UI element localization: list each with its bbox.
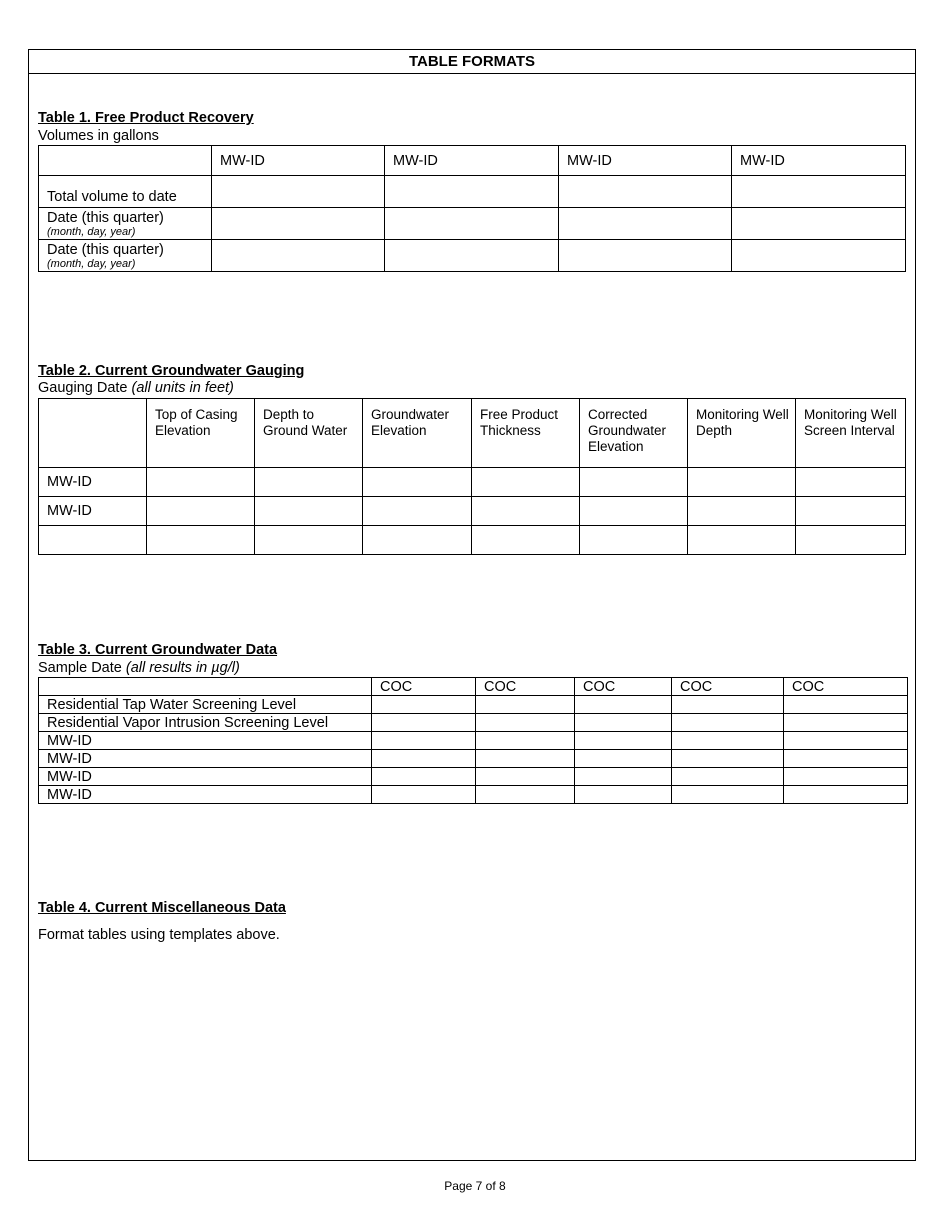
table-header-cell: MW-ID — [385, 146, 559, 176]
table-header-cell: Monitoring Well Depth — [688, 399, 796, 468]
table-header-cell: Free Product Thickness — [472, 399, 580, 468]
row-label: MW-ID — [39, 497, 147, 526]
table-header-cell: Monitoring Well Screen Interval — [796, 399, 906, 468]
table-cell[interactable] — [255, 497, 363, 526]
table-header-cell — [39, 678, 372, 696]
table-cell[interactable] — [212, 240, 385, 272]
table-row — [39, 732, 908, 750]
table-cell[interactable] — [476, 696, 575, 714]
table-cell[interactable] — [796, 468, 906, 497]
table-header-cell: MW-ID — [732, 146, 906, 176]
table-row — [39, 208, 906, 240]
table2-title: Table 2. Current Groundwater Gauging — [38, 363, 305, 379]
table-cell[interactable] — [472, 497, 580, 526]
table-cell[interactable] — [688, 468, 796, 497]
table-header-cell: COC — [372, 678, 476, 696]
table-cell[interactable] — [784, 768, 908, 786]
table-cell[interactable] — [688, 526, 796, 555]
row-note: (month, day, year) — [47, 225, 136, 238]
row-label: MW-ID — [39, 768, 372, 786]
table-cell[interactable] — [385, 240, 559, 272]
row-label: Total volume to date — [39, 176, 212, 208]
row-label: Residential Tap Water Screening Level — [39, 696, 372, 714]
table-cell[interactable] — [476, 714, 575, 732]
table-cell[interactable] — [575, 768, 672, 786]
row-label: MW-ID — [39, 732, 372, 750]
table-header-cell: Corrected Groundwater Elevation — [580, 399, 688, 468]
table-cell[interactable] — [363, 468, 472, 497]
row-label — [39, 526, 147, 555]
row-label: MW-ID — [39, 750, 372, 768]
table-cell[interactable] — [784, 714, 908, 732]
table-cell[interactable] — [796, 497, 906, 526]
table-cell[interactable] — [372, 786, 476, 804]
table-header-cell: COC — [575, 678, 672, 696]
table3-title: Table 3. Current Groundwater Data — [38, 642, 278, 658]
table1-title: Table 1. Free Product Recovery — [38, 110, 254, 126]
table-row — [39, 786, 908, 804]
table-cell[interactable] — [672, 750, 784, 768]
page-title: TABLE FORMATS — [29, 50, 915, 74]
table-cell[interactable] — [147, 468, 255, 497]
table-row — [39, 768, 908, 786]
table-cell[interactable] — [575, 786, 672, 804]
table-cell[interactable] — [476, 732, 575, 750]
row-label: Residential Vapor Intrusion Screening Level — [39, 714, 372, 732]
table-cell[interactable] — [476, 768, 575, 786]
table-header-cell — [39, 146, 212, 176]
table-header-cell: COC — [784, 678, 908, 696]
table3-groundwater-data — [38, 677, 908, 804]
table-cell[interactable] — [575, 696, 672, 714]
table-cell[interactable] — [372, 732, 476, 750]
table1-free-product-recovery — [38, 145, 906, 272]
table-cell[interactable] — [784, 732, 908, 750]
table-row — [39, 497, 906, 526]
table-cell[interactable] — [796, 526, 906, 555]
table-cell[interactable] — [385, 208, 559, 240]
table-cell[interactable] — [575, 750, 672, 768]
table-header-cell: COC — [672, 678, 784, 696]
table2-groundwater-gauging — [38, 398, 906, 555]
table-header-row — [39, 146, 906, 176]
table-row — [39, 696, 908, 714]
table-cell[interactable] — [147, 497, 255, 526]
table-cell[interactable] — [672, 714, 784, 732]
table-cell[interactable] — [732, 208, 906, 240]
table-cell[interactable] — [472, 526, 580, 555]
table-row — [39, 714, 908, 732]
table-cell[interactable] — [672, 732, 784, 750]
table-cell[interactable] — [255, 468, 363, 497]
table-row — [39, 526, 906, 555]
table4-body-text: Format tables using templates above. — [38, 927, 280, 943]
table-header-cell: Depth to Ground Water — [255, 399, 363, 468]
table-header-cell — [39, 399, 147, 468]
table-cell[interactable] — [784, 786, 908, 804]
table-cell[interactable] — [784, 696, 908, 714]
table-cell[interactable] — [212, 176, 385, 208]
table-cell[interactable] — [147, 526, 255, 555]
table-cell[interactable] — [688, 497, 796, 526]
table-cell[interactable] — [372, 768, 476, 786]
table-cell[interactable] — [672, 696, 784, 714]
table-cell[interactable] — [559, 176, 732, 208]
table3-subtitle: Sample Date (all results in µg/l) — [38, 660, 240, 676]
table-row — [39, 468, 906, 497]
table-cell[interactable] — [784, 750, 908, 768]
table-cell[interactable] — [580, 468, 688, 497]
table-cell[interactable] — [363, 497, 472, 526]
table-row — [39, 750, 908, 768]
table-cell[interactable] — [212, 208, 385, 240]
table-header-row — [39, 399, 906, 468]
table-cell[interactable] — [732, 240, 906, 272]
table-cell[interactable] — [580, 526, 688, 555]
table-cell[interactable] — [672, 768, 784, 786]
table-row — [39, 176, 906, 208]
table-cell[interactable] — [476, 786, 575, 804]
row-note: (month, day, year) — [47, 257, 136, 270]
table-cell[interactable] — [372, 696, 476, 714]
table-header-cell: Groundwater Elevation — [363, 399, 472, 468]
table-header-row — [39, 678, 908, 696]
table4-title: Table 4. Current Miscellaneous Data — [38, 900, 286, 916]
row-label: Date (this quarter) (month, day, year) — [39, 208, 212, 240]
table-cell[interactable] — [575, 732, 672, 750]
table-cell[interactable] — [732, 176, 906, 208]
table-cell[interactable] — [575, 714, 672, 732]
page-number: Page 7 of 8 — [444, 1179, 506, 1193]
table-header-cell: COC — [476, 678, 575, 696]
table-cell[interactable] — [385, 176, 559, 208]
table-cell[interactable] — [476, 750, 575, 768]
row-label: Date (this quarter) (month, day, year) — [39, 240, 212, 272]
table-cell[interactable] — [559, 208, 732, 240]
table-cell[interactable] — [372, 750, 476, 768]
table2-subtitle: Gauging Date (all units in feet) — [38, 380, 234, 396]
table-cell[interactable] — [580, 497, 688, 526]
table-cell[interactable] — [472, 468, 580, 497]
table1-subtitle: Volumes in gallons — [38, 128, 159, 144]
table-header-cell: Top of Casing Elevation — [147, 399, 255, 468]
table-cell[interactable] — [255, 526, 363, 555]
table-cell[interactable] — [372, 714, 476, 732]
row-label: MW-ID — [39, 786, 372, 804]
table-cell[interactable] — [672, 786, 784, 804]
table-row — [39, 240, 906, 272]
row-label: MW-ID — [39, 468, 147, 497]
table-cell[interactable] — [363, 526, 472, 555]
table-header-cell: MW-ID — [559, 146, 732, 176]
table-header-cell: MW-ID — [212, 146, 385, 176]
table-cell[interactable] — [559, 240, 732, 272]
